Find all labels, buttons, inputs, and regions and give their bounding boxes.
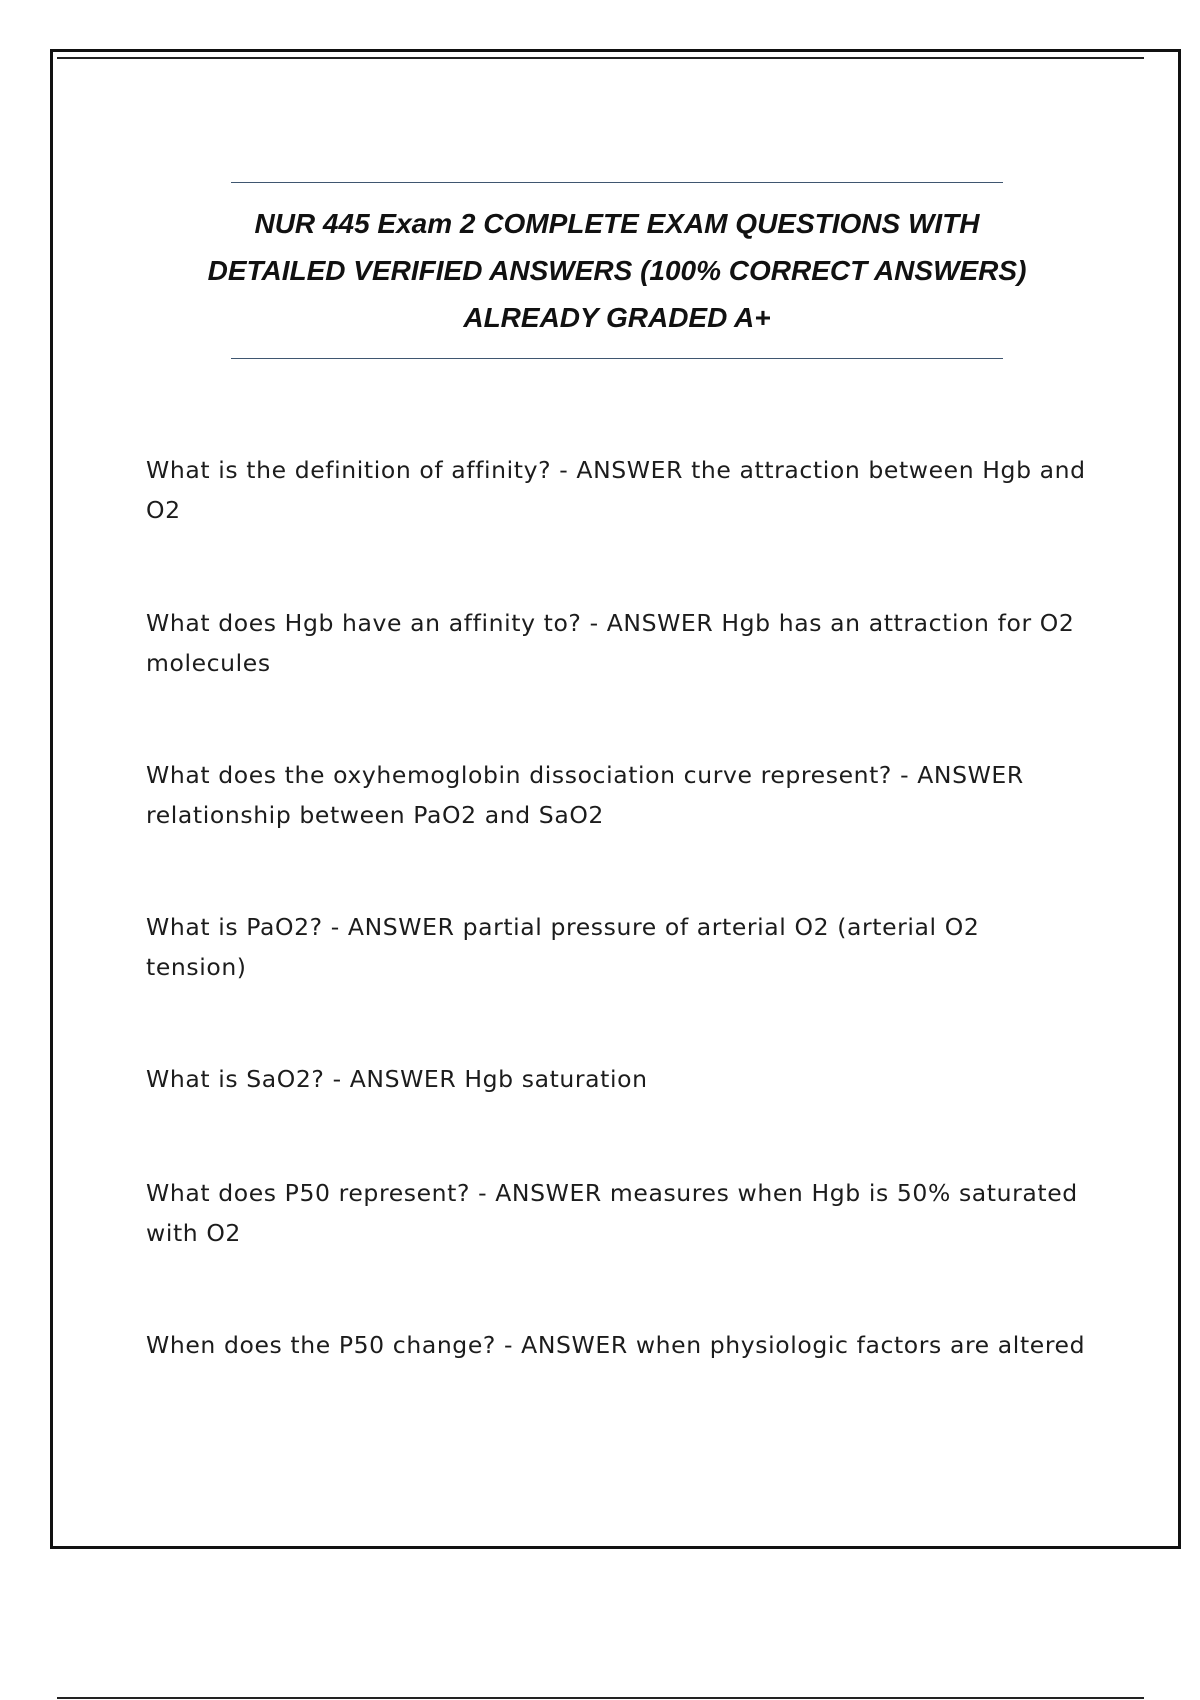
title-rule-top [231, 182, 1003, 183]
bottom-divider [57, 1697, 1144, 1699]
qa-item-sao2: What is SaO2? - ANSWER Hgb saturation [146, 1065, 648, 1093]
title-line-2: DETAILED VERIFIED ANSWERS (100% CORRECT ANSWERS) [207, 255, 1027, 286]
qa-item-dissociation-curve: What does the oxyhemoglobin dissociation curve represent? - ANSWER relationship between PaO2 and SaO2 [146, 761, 1024, 829]
qa-item-affinity-definition: What is the definition of affinity? - ANSWER the attraction between Hgb and O2 [146, 456, 1086, 524]
qa-item-hgb-affinity: What does Hgb have an affinity to? - ANSWER Hgb has an attraction for O2 molecules [146, 609, 1075, 677]
title-line-3: ALREADY GRADED A+ [463, 302, 771, 333]
qa-item-p50-change: When does the P50 change? - ANSWER when physiologic factors are altered [146, 1331, 1086, 1359]
title-rule-bottom [231, 358, 1003, 359]
document-title [200, 200, 1034, 341]
qa-item-p50-represent: What does P50 represent? - ANSWER measures when Hgb is 50% saturated with O2 [146, 1179, 1078, 1247]
qa-item-pao2: What is PaO2? - ANSWER partial pressure of arterial O2 (arterial O2 tension) [146, 913, 980, 981]
title-line-1: NUR 445 Exam 2 COMPLETE EXAM QUESTIONS WITH [254, 208, 980, 239]
top-divider [57, 57, 1144, 59]
